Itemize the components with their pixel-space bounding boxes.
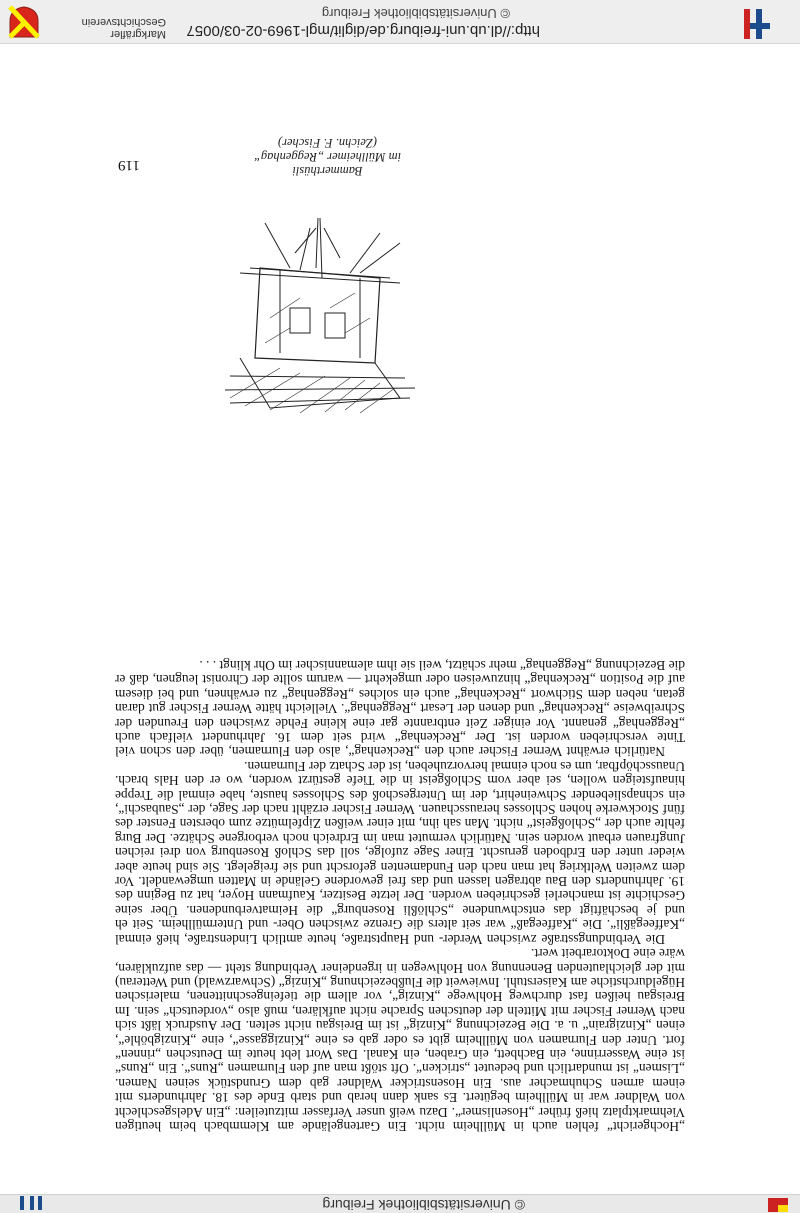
permalink-url[interactable]: http://dl.ub.uni-freiburg.de/diglit/mgl-1969-02-03/0057 (186, 22, 540, 39)
org-name (46, 16, 166, 40)
header-credit: © Universitätsbibliothek Freiburg (322, 1197, 525, 1213)
org-name-line: Geschichtsverein (81, 16, 166, 28)
caption-title: Bammerthüsli (292, 164, 363, 178)
header-bar (0, 1194, 800, 1213)
caption-credit: (Zeichn. F. Fischer) (277, 136, 378, 150)
society-seal-icon (6, 5, 42, 41)
building-sketch-icon (220, 208, 420, 418)
caption-subtitle: im Müllheimer „Reggenhag“ (253, 150, 402, 164)
library-logo-icon (12, 1196, 46, 1212)
paragraph: Natürlich erwähnt Werner Fischer auch den „Reckenhag“, also den Flurnamen, über den schon viel Tinte verschrieben worden ist. Der „Reckenhag“ wird seit dem 16. Jahrhundert vielfach auch „Reggenhag“ genannt. Vor einiger Zeit entbrannte gar eine kleine Fehde zwischen den Freunden der Schreibweise „Reckenhag“ und denen der Lesart „Reggenhag“. Vielleicht hätte Werner Fischer gut daran getan, neben dem Stichwort „Reckenhag“ auch ein solches „Reggenhag“ zu erwähnen, und bei diesem auf die Position „Reckenhag“ hinzuweisen oder umgekehrt — warum sollte der Chronist leugnen, daß er die Bezeichnung „Reggenhag“ mehr schätzt, weil sie ihm alemannischer im Ohr klingt . . . (115, 658, 685, 760)
footer-credit: © Universitätsbibliothek Freiburg (321, 6, 510, 21)
figure-caption (220, 136, 435, 178)
coat-of-arms-icon (766, 1197, 790, 1213)
paragraph: „Hochgericht“ fehlen auch in Müllheim nicht. Ein Gartengelände am Klemmbach beim heutigen Viehmarktplatz hieß früher „Hosenlismer“. Dazu weiß unser Verfasser mitzuteilen: „Ein Adelsgeschlecht von Waldner war in Müllheim begütert. Es sank dann herab und starb Ende des 18. Jahrhunderts mit einem armen Schuhmacher aus. Ein Hosenstricker Waldner gab dem Grundstück seinen Namen. „Lismen“ ist mundartlich und bedeutet „stricken“. Oft stößt man auf den Flurnamen „Runs“. Ein „Runs“ ist eine Wasserrinne, ein Bachbett, ein Graben, ein Kanal. Das Wort lebt heute im Deutschen „rinnen“ fort. Unter den Flurnamen von Müllheim gibt es oder gab es eine „Kinziggasse“, eine „Kinzigböhle“, einen „Kinzigrain“ u. a. Die Bezeichnung „Kinzig“ ist im Breisgau nicht selten. Der Ausdruck läßt sich nach Werner Fischer mit Mitteln der deutschen Sprache nicht aufklären, muß also „vordeutsch“ sein. Im Breisgau heißen fast durchweg Hohlwege „Kinzig“, vor allem die tiefeingeschnittenen, malerischen Hügeldurchstiche am Kaiserstuhl. Inwieweit die Flußbezeichnung „Kinzig“ (Schwarzwald) und Wetterau) mit der gleichlautenden Benennung von Hohlwegen in irgendeiner Verbindung steht — das aufzuklären, wäre eine Doktorarbeit wert. (115, 946, 685, 1134)
org-name-line: Markgräfler (110, 28, 166, 40)
footer-bar (0, 0, 800, 44)
library-cross-icon (732, 5, 772, 41)
article-body (115, 658, 685, 1133)
page-number: 119 (118, 157, 140, 173)
paragraph: Die Verbindungsstraße zwischen Werder- und Hauptstraße, heute amtlich Lindenstraße, hieß einmal „Kaffeegäßli“. Die „Kaffeegaß“ war seit alters die Grenze zwischen Ober- und Untermüllheim. Seit eh und je beschäftigt das entschwundene „Schlößli Rosenburg“ die Heimatverbundenen. Über seine Geschichte ist mancherlei geschrieben worden. Der letzte Besitzer, Kaufmann Hoyer, hat zu Beginn des 19. Jahrhunderts den Bau abtragen lassen und das frei gewordene Gelände in Matten umgewandelt. Vor dem zweiten Weltkrieg hat man nach den Fundamenten geforscht und sie freigelegt. Sie sind heute aber wieder unter den Erdboden geruscht. Einer Sage zufolge, soll das Schloß Rosenburg von drei reichen Jungfrauen erbaut worden sein. Natürlich vermutet man im Erdreich noch verborgene Schätze. Der Burg fehlte auch der „Schloßgeist“ nicht. Man sah ihn, mit einer weißen Zipfelmütze zum obersten Fenster des fünf Stockwerke hohen Schlosses herausschauen. Werner Fischer erzählt nach der Sage, der „Saubaschi“, ein schnapsliebender Schweinehirt, der im Untergeschoß des Schlosses hauste, habe einmal die Treppe hinaufsteigen wollen, sei aber vom Schloßgeist in die Tiefe gestürzt worden, wo er den Hals brach. Unausschöpfbar, um es noch einmal hervorzuheben, ist der Schatz der Flurnamen. (115, 758, 685, 947)
